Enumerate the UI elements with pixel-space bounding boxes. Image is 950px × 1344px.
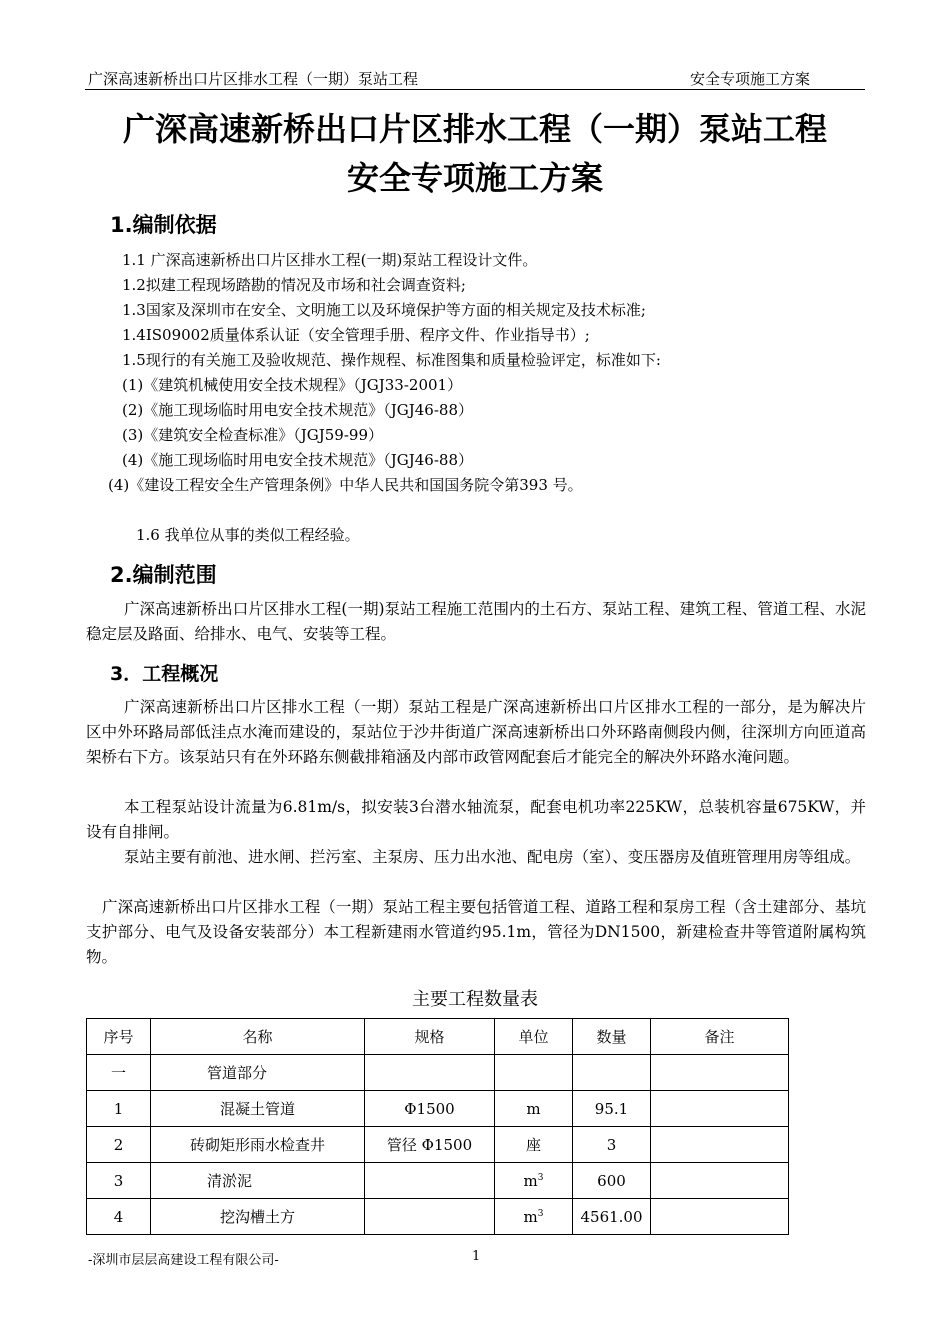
unit-text: m: [523, 1171, 538, 1190]
table-row: [87, 1163, 789, 1199]
cell-qty: 3: [573, 1127, 651, 1163]
cell-name: 管道部分: [151, 1055, 365, 1091]
table-row: [87, 1127, 789, 1163]
table-header-row: [87, 1019, 789, 1055]
cell-name: 砖砌矩形雨水检查井: [151, 1127, 365, 1163]
cell-unit: m: [495, 1091, 573, 1127]
basis-item: 1.1 广深高速新桥出口片区排水工程(一期)泵站工程设计文件。: [122, 251, 538, 269]
cell-name: 混凝土管道: [151, 1091, 365, 1127]
cell-no: 一: [87, 1055, 151, 1091]
basis-item: 1.3国家及深圳市在安全、文明施工以及环境保护等方面的相关规定及技术标准;: [122, 301, 646, 319]
header-cell: 序号: [87, 1019, 151, 1055]
cell-unit: [495, 1055, 573, 1091]
cell-note: [651, 1055, 789, 1091]
cell-qty: 95.1: [573, 1091, 651, 1127]
cell-qty: 4561.00: [573, 1199, 651, 1235]
quantity-table: [86, 1018, 789, 1235]
section1-heading: 1.编制依据: [110, 213, 217, 237]
cell-name: 清淤泥: [151, 1163, 365, 1199]
header-left: 广深高速新桥出口片区排水工程（一期）泵站工程: [88, 70, 419, 88]
header-cell: 名称: [151, 1019, 365, 1055]
overview-paragraph: 广深高速新桥出口片区排水工程（一期）泵站工程主要包括管道工程、道路工程和泵房工程（含土建部分、基坑支护部分、电气及设备安装部分）本工程新建雨水管道约95.1m，管径为DN1500，新建检查井等管道附属构筑物。: [86, 898, 866, 966]
cell-spec: [365, 1199, 495, 1235]
standard-item: (3)《建筑安全检查标准》（JGJ59-99）: [122, 426, 383, 444]
cell-note: [651, 1127, 789, 1163]
section2-heading: 2.编制范围: [110, 563, 217, 587]
cell-spec: 管径 Φ1500: [365, 1127, 495, 1163]
basis-item: 1.2拟建工程现场踏勘的情况及市场和社会调查资料;: [122, 276, 466, 294]
cell-qty: [573, 1055, 651, 1091]
cell-spec: Φ1500: [365, 1091, 495, 1127]
cell-qty: 600: [573, 1163, 651, 1199]
cell-spec: [365, 1163, 495, 1199]
footer-company: -深圳市层层高建设工程有限公司-: [88, 1253, 279, 1268]
doc-title-line2: 安全专项施工方案: [346, 159, 603, 197]
cell-name: 挖沟槽土方: [151, 1199, 365, 1235]
unit-exponent: 3: [537, 1208, 544, 1219]
page-number: 1: [472, 1249, 481, 1264]
cell-spec: [365, 1055, 495, 1091]
cell-no: 1: [87, 1091, 151, 1127]
basis-item: 1.6 我单位从事的类似工程经验。: [136, 526, 360, 544]
cell-unit: 座: [495, 1127, 573, 1163]
table-caption: 主要工程数量表: [412, 989, 538, 1010]
standard-item: (4)《建设工程安全生产管理条例》中华人民共和国国务院令第393 号。: [108, 476, 583, 494]
scope-paragraph: 广深高速新桥出口片区排水工程(一期)泵站工程施工范围内的土石方、泵站工程、建筑工程、管道工程、水泥稳定层及路面、给排水、电气、安装等工程。: [86, 600, 866, 643]
standard-item: (4)《施工现场临时用电安全技术规范》（JGJ46-88）: [122, 451, 474, 469]
overview-paragraph: 泵站主要有前池、进水闸、拦污室、主泵房、压力出水池、配电房（室）、变压器房及值班管理用房等组成。: [124, 848, 861, 866]
header-cell: 规格: [365, 1019, 495, 1055]
cell-no: 4: [87, 1199, 151, 1235]
section3-heading: 3．工程概况: [110, 663, 219, 685]
cell-note: [651, 1091, 789, 1127]
cell-note: [651, 1199, 789, 1235]
overview-paragraph: 本工程泵站设计流量为6.81m/s，拟安装3台潜水轴流泵，配套电机功率225KW，总装机容量675KW，并设有自排闸。: [86, 798, 866, 841]
table-row: [87, 1091, 789, 1127]
header-rule: [85, 89, 865, 90]
header-right: 安全专项施工方案: [690, 70, 811, 88]
overview-paragraph: 广深高速新桥出口片区排水工程（一期）泵站工程是广深高速新桥出口片区排水工程的一部分，是为解决片区中外环路局部低洼点水淹而建设的，泵站位于沙井街道广深高速新桥出口外环路南侧段内侧，往深圳方向匝道高架桥右下方。该泵站只有在外环路东侧截排箱涵及内部市政管网配套后才能完全的解决外环路水淹问题。: [86, 698, 866, 766]
cell-no: 2: [87, 1127, 151, 1163]
standard-item: (1)《建筑机械使用安全技术规程》（JGJ33-2001）: [122, 376, 463, 394]
basis-item: 1.4IS09002质量体系认证（安全管理手册、程序文件、作业指导书）;: [122, 326, 590, 344]
table-row: [87, 1055, 789, 1091]
unit-text: m: [523, 1207, 538, 1226]
unit-exponent: 3: [537, 1172, 544, 1183]
basis-item: 1.5现行的有关施工及验收规范、操作规程、标准图集和质量检验评定，标准如下:: [122, 351, 661, 369]
cell-unit: [495, 1163, 573, 1199]
table-row: [87, 1199, 789, 1235]
header-cell: 数量: [573, 1019, 651, 1055]
header-cell: 备注: [651, 1019, 789, 1055]
header-cell: 单位: [495, 1019, 573, 1055]
doc-title-line1: 广深高速新桥出口片区排水工程（一期）泵站工程: [122, 110, 827, 148]
cell-note: [651, 1163, 789, 1199]
standard-item: (2)《施工现场临时用电安全技术规范》（JGJ46-88）: [122, 401, 474, 419]
cell-unit: [495, 1199, 573, 1235]
cell-no: 3: [87, 1163, 151, 1199]
